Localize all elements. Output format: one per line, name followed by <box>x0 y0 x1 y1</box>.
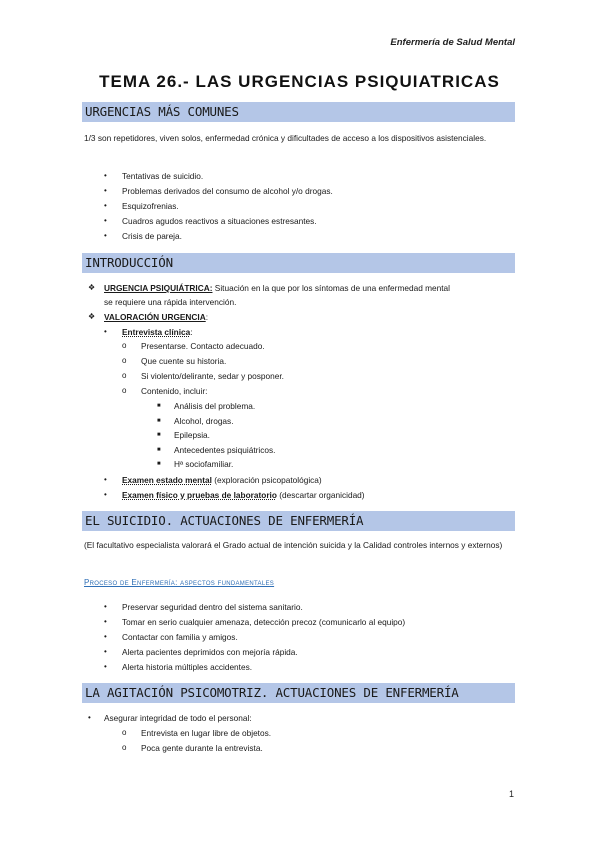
section-heading-suicidio: EL SUICIDIO. ACTUACIONES DE ENFERMERÍA <box>82 511 515 531</box>
suicidio-item: Preservar seguridad dentro del sistema sanitario. <box>122 602 303 612</box>
contenido-item: Epilepsia. <box>174 430 210 440</box>
section-heading-agitacion: LA AGITACIÓN PSICOMOTRIZ. ACTUACIONES DE ENFERMERÍA <box>82 683 515 703</box>
circle-bullet: o <box>122 341 127 350</box>
valoracion-term: VALORACIÓN URGENCIA <box>104 312 206 322</box>
circle-bullet: o <box>122 743 127 752</box>
bullet-dot: • <box>104 617 107 626</box>
agitacion-item: Asegurar integridad de todo el personal: <box>104 713 252 723</box>
bullet-dot: • <box>104 475 107 484</box>
examen-mental: Examen estado mental (exploración psicopatológica) <box>122 475 322 485</box>
urgencias-item: Cuadros agudos reactivos a situaciones estresantes. <box>122 216 317 226</box>
valoracion-heading: VALORACIÓN URGENCIA: <box>104 312 209 322</box>
circle-bullet: o <box>122 356 127 365</box>
square-bullet: ■ <box>157 403 161 409</box>
contenido-item: Análisis del problema. <box>174 401 256 411</box>
entrevista-item: Contenido, incluir: <box>141 386 208 396</box>
urgencia-text: Situación en la que por los síntomas de una enfermedad mental <box>212 283 451 293</box>
contenido-item: Alcohol, drogas. <box>174 416 234 426</box>
square-bullet: ■ <box>157 447 161 453</box>
page-number: 1 <box>509 789 515 799</box>
examen-fisico: Examen físico y pruebas de laboratorio (descartar organicidad) <box>122 490 365 500</box>
circle-bullet: o <box>122 386 127 395</box>
bullet-dot: • <box>104 490 107 499</box>
urgencia-term: URGENCIA PSIQUIÁTRICA: <box>104 283 213 293</box>
circle-bullet: o <box>122 728 127 737</box>
running-header: Enfermería de Salud Mental <box>390 37 515 48</box>
entrevista-item: Si violento/delirante, sedar y posponer. <box>141 371 284 381</box>
urgencia-text-continued: se requiere una rápida intervención. <box>104 297 237 307</box>
urgencias-item: Crisis de pareja. <box>122 231 182 241</box>
bullet-dot: • <box>104 327 107 336</box>
entrevista-heading: Entrevista clínica: <box>122 327 193 337</box>
bullet-dot: • <box>104 647 107 656</box>
bullet-dot: • <box>88 713 91 722</box>
urgencias-item: Tentativas de suicidio. <box>122 171 204 181</box>
square-bullet: ■ <box>157 432 161 438</box>
bullet-dot: • <box>104 216 107 225</box>
urgencia-definition <box>104 281 450 295</box>
section-heading-urgencias: URGENCIAS MÁS COMUNES <box>82 102 515 122</box>
suicidio-item: Contactar con familia y amigos. <box>122 632 238 642</box>
entrevista-item: Presentarse. Contacto adecuado. <box>141 341 265 351</box>
urgencias-intro: 1/3 son repetidores, viven solos, enfermedad crónica y dificultades de acceso a los dispositivos asistenciales. <box>84 133 487 143</box>
circle-bullet: o <box>122 371 127 380</box>
agitacion-subitem: Poca gente durante la entrevista. <box>141 743 263 753</box>
bullet-dot: • <box>104 662 107 671</box>
entrevista-item: Que cuente su historia. <box>141 356 227 366</box>
document-title: TEMA 26.- LAS URGENCIAS PSIQUIATRICAS <box>99 72 500 91</box>
bullet-dot: • <box>104 602 107 611</box>
urgencias-item: Problemas derivados del consumo de alcohol y/o drogas. <box>122 186 333 196</box>
diamond-bullet-icon: ❖ <box>88 283 96 292</box>
square-bullet: ■ <box>157 418 161 424</box>
contenido-item: Hª sociofamiliar. <box>174 459 234 469</box>
agitacion-subitem: Entrevista en lugar libre de objetos. <box>141 728 272 738</box>
bullet-dot: • <box>104 632 107 641</box>
bullet-dot: • <box>104 231 107 240</box>
suicidio-item: Alerta historia múltiples accidentes. <box>122 662 253 672</box>
bullet-dot: • <box>104 201 107 210</box>
entrevista-term: Entrevista clínica <box>122 327 191 337</box>
suicidio-intro: (El facultativo especialista valorará el Grado actual de intención suicida y la Calidad controles internos y externos) <box>84 540 503 550</box>
diamond-bullet-icon: ❖ <box>88 312 96 321</box>
contenido-item: Antecedentes psiquiátricos. <box>174 445 276 455</box>
square-bullet: ■ <box>157 461 161 467</box>
bullet-dot: • <box>104 186 107 195</box>
suicidio-item: Alerta pacientes deprimidos con mejoría rápida. <box>122 647 298 657</box>
proceso-enfermeria-link[interactable]: Proceso de Enfermería: aspectos fundamentales <box>84 578 275 587</box>
suicidio-item: Tomar en serio cualquier amenaza, detección precoz (comunicarlo al equipo) <box>122 617 406 627</box>
section-heading-introduccion: INTRODUCCIÓN <box>82 253 515 273</box>
urgencias-item: Esquizofrenias. <box>122 201 179 211</box>
bullet-dot: • <box>104 171 107 180</box>
